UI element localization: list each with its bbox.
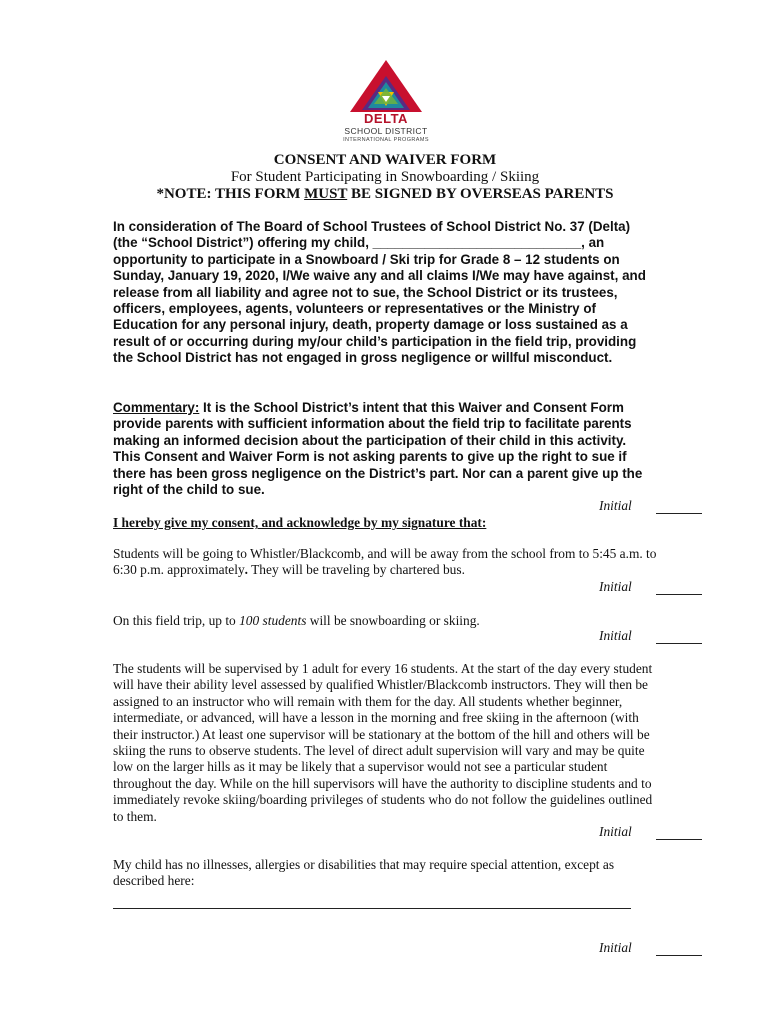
trip-details-paragraph [113,546,658,579]
initial-label: Initial [599,579,632,594]
initial-field[interactable] [656,955,702,956]
trip-text-a: Students will be going to Whistler/Blackcomb [113,546,361,561]
logo-subtitle: SCHOOL DISTRICT [344,126,428,136]
delta-triangle-emblem-icon [348,58,424,114]
form-note [0,186,770,203]
initial-label: Initial [599,498,632,513]
waiver-paragraph: In consideration of The Board of School Trustees of School District No. 37 (Delta) (the “School District”) offering my child, ____________________________, an opportunity to participate in a Snowboard / Ski trip for Grade 8 – 12 students on Sunday, January 19, 2020, I/We waive any and all claims I/We may have against, and release from all liability and agree not to sue, the School District or its trustees, officers, employees, agents, volunteers or representatives or the Ministry of Education for any personal injury, death, property damage or loss sustained as a result of or occurring during my/our child’s participation in the field trip, providing the School District has not engaged in gross negligence or willful misconduct. [113,219,646,366]
note-prefix: *NOTE: THIS FORM [156,186,305,202]
note-emphasis: MUST [304,186,348,202]
form-subtitle: For Student Participating in Snowboarding / Skiing [230,169,540,185]
count-emphasis: 100 students [239,613,307,628]
count-text-a: On this field trip, up to [113,613,240,628]
form-title: CONSENT AND WAIVER FORM [273,152,497,168]
initial-field[interactable] [656,594,702,595]
health-description-line[interactable] [113,908,631,909]
commentary-text: It is the School District’s intent that this Waiver and Consent Form provide parents with sufficient information about the field trip to facilitate parents making an informed decision about the participation of their child in this activity. This Consent and Waiver Form is not asking parents to give up the right to sue if there has been gross negligence on the District’s part. Nor can a parent give up the right of the child to sue. [113,400,643,498]
trip-text-d: They will be traveling by chartered bus. [248,562,465,578]
initial-field[interactable] [656,643,702,644]
commentary-paragraph [113,400,648,498]
health-paragraph: My child has no illnesses, allergies or disabilities that may require special attention, except as described here: [113,857,615,889]
supervision-paragraph: The students will be supervised by 1 adult for every 16 students. At the start of the day every student will have their ability level assessed by qualified Whistler/Blackcomb instructors. They will then be assigned to an instructor who will remain with them for the day. All students whether beginner, intermediate, or advanced, will have a lesson in the morning and free skiing in the afternoon (with their instructor.) At least one supervisor will be stationary at the bottom of the hill and others will be skiing the runs to observe students. The level of direct adult supervision will vary and may be quite low on the larger hills as it may be likely that a supervisor would not see a particular student throughout the day. While on the hill supervisors will have the authority to discipline students and to immediately revoke skiing/boarding privileges of students who do not follow the guidelines outlined to them. [113,661,653,824]
initial-label: Initial [599,628,632,643]
initial-field[interactable] [656,839,702,840]
commentary-label: Commentary: [113,400,200,415]
student-count-paragraph [113,613,658,629]
initial-field[interactable] [656,513,702,514]
trip-period: . [244,562,249,578]
initial-label: Initial [599,940,632,955]
logo-name: DELTA [364,111,408,126]
logo-tagline: INTERNATIONAL PROGRAMS [343,137,429,143]
count-text-c: will be snowboarding or skiing. [306,613,480,628]
consent-heading: I hereby give my consent, and acknowledge by my signature that: [113,515,487,530]
note-suffix: BE SIGNED BY OVERSEAS PARENTS [347,186,614,202]
delta-school-district-logo [340,58,432,148]
trip-text-b: , and will be away from the school from to 5:45 a.m. to 6:30 p.m. approximately [113,546,657,578]
initial-label: Initial [599,824,632,839]
